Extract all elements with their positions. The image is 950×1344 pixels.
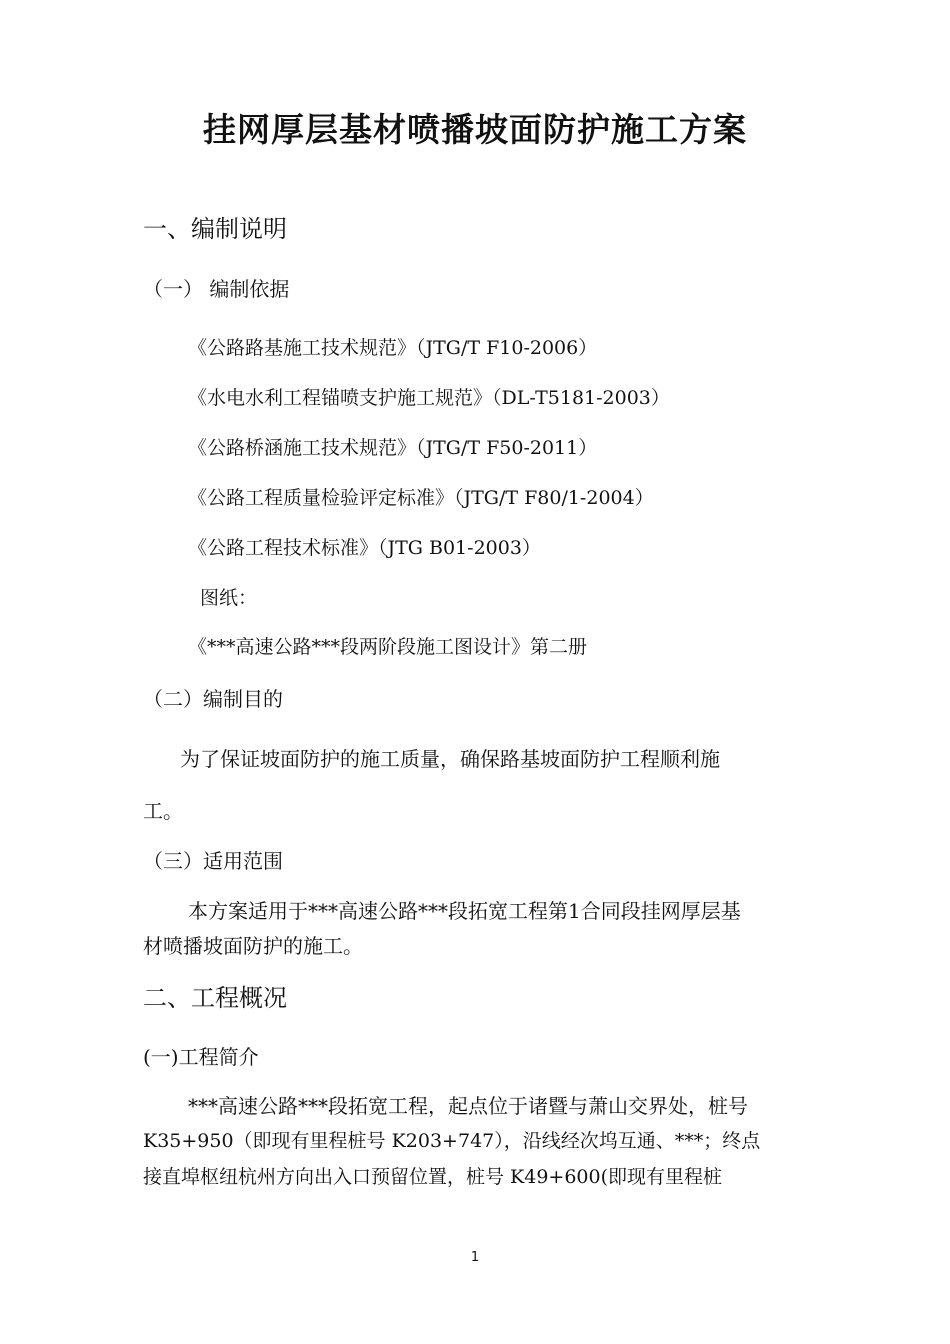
paragraph-purpose-line: 工。 <box>143 799 183 823</box>
subsection-heading-basis: （一） 编制依据 <box>143 277 290 301</box>
reference-item: 《水电水利工程锚喷支护施工规范》（DL-T5181-2003） <box>188 387 670 409</box>
subsection-heading-purpose: （二）编制目的 <box>143 687 283 711</box>
paragraph-overview-line: K35+950（即现有里程桩号 K203+747），沿线经次坞互通、***；终点 <box>143 1130 761 1152</box>
subsection-heading-overview: (一)工程简介 <box>143 1045 259 1069</box>
paragraph-scope-line: 材喷播坡面防护的施工。 <box>143 934 363 958</box>
reference-item: 《公路桥涵施工技术规范》（JTG/T F50-2011） <box>188 437 598 459</box>
document-title: 挂网厚层基材喷播坡面防护施工方案 <box>203 110 747 149</box>
paragraph-overview-line: ***高速公路***段拓宽工程，起点位于诸暨与萧山交界处，桩号 <box>188 1094 748 1118</box>
drawings-reference: 《***高速公路***段两阶段施工图设计》第二册 <box>188 636 588 658</box>
paragraph-overview-line: 接直埠枢纽杭州方向出入口预留位置，桩号 K49+600(即现有里程桩 <box>143 1166 723 1188</box>
reference-item: 《公路工程质量检验评定标准》（JTG/T F80/1-2004） <box>188 487 654 509</box>
reference-item: 《公路工程技术标准》（JTG B01-2003） <box>188 537 541 559</box>
page-number: 1 <box>470 1250 480 1265</box>
subsection-heading-scope: （三）适用范围 <box>143 849 283 873</box>
drawings-label: 图纸： <box>200 587 258 609</box>
reference-item: 《公路路基施工技术规范》（JTG/T F10-2006） <box>188 337 598 359</box>
section-heading-2: 二、工程概况 <box>143 984 287 1012</box>
paragraph-purpose-line: 为了保证坡面防护的施工质量，确保路基坡面防护工程顺利施 <box>180 747 720 771</box>
section-heading-1: 一、编制说明 <box>143 215 287 243</box>
paragraph-scope-line: 本方案适用于***高速公路***段拓宽工程第1合同段挂网厚层基 <box>188 899 741 923</box>
